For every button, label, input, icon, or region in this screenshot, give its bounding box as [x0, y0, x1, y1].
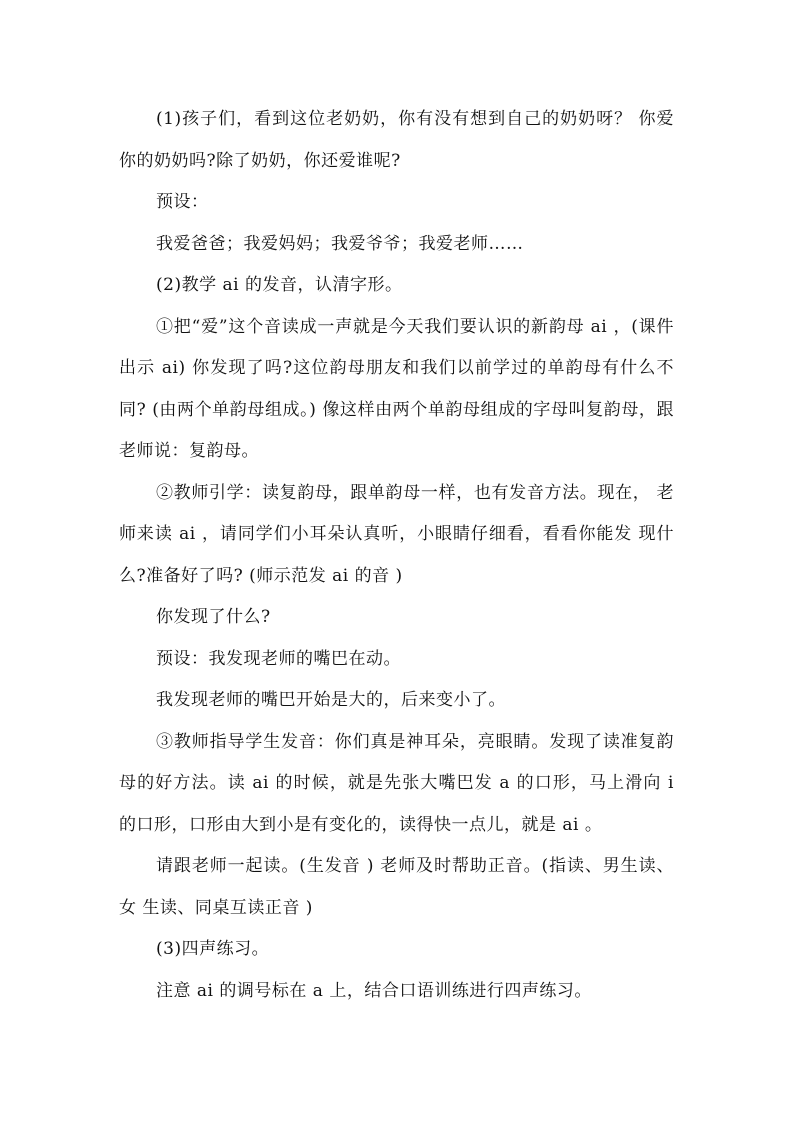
paragraph-5: ①把“爱”这个音读成一声就是今天我们要认识的新韵母 ai ，(课件出示 ai) 你发现了吗?这位韵母朋友和我们以前学过的单韵母有什么不同? (由两个单韵母组成。) 像这样由两个单韵母组成的字母叫复韵母，跟老师说：复韵母。	[119, 316, 674, 461]
paragraph-1: (1)孩子们，看到这位老奶奶，你有没有想到自己的奶奶呀？ 你爱你的奶奶吗?除了奶奶，你还爱谁呢?	[119, 109, 674, 171]
paragraph-12: (3)四声练习。	[156, 939, 270, 959]
paragraph-13: 注意 ai 的调号标在 a 上，结合口语训练进行四声练习。	[156, 980, 592, 1001]
paragraph-7: 你发现了什么?	[156, 607, 271, 627]
paragraph-3: 我爱爸爸；我爱妈妈；我爱爷爷；我爱老师……	[156, 233, 524, 254]
paragraph-6: ②教师引学：读复韵母，跟单韵母一样，也有发音方法。现在， 老师来读 ai ，请同学们小耳朵认真听，小眼睛仔细看，看看你能发 现什么?准备好了吗? (师示范发 ai 的音 )	[119, 482, 674, 586]
paragraph-11: 请跟老师一起读。(生发音 ) 老师及时帮助正音。(指读、男生读、女 生读、同桌互读正音 )	[119, 856, 674, 918]
paragraph-8: 预设：我发现老师的嘴巴在动。	[156, 648, 401, 669]
paragraph-2: 预设：	[156, 192, 209, 212]
paragraph-10: ③教师指导学生发音：你们真是神耳朵，亮眼睛。发现了读准复韵母的好方法。读 ai 的时候，就是先张大嘴巴发 a 的口形，马上滑向 i 的口形，口形由大到小是有变化的，读得快一点儿，就是 ai 。	[119, 731, 674, 835]
paragraph-9: 我发现老师的嘴巴开始是大的，后来变小了。	[156, 690, 506, 710]
paragraph-4: (2)教学 ai 的发音，认清字形。	[156, 275, 403, 295]
